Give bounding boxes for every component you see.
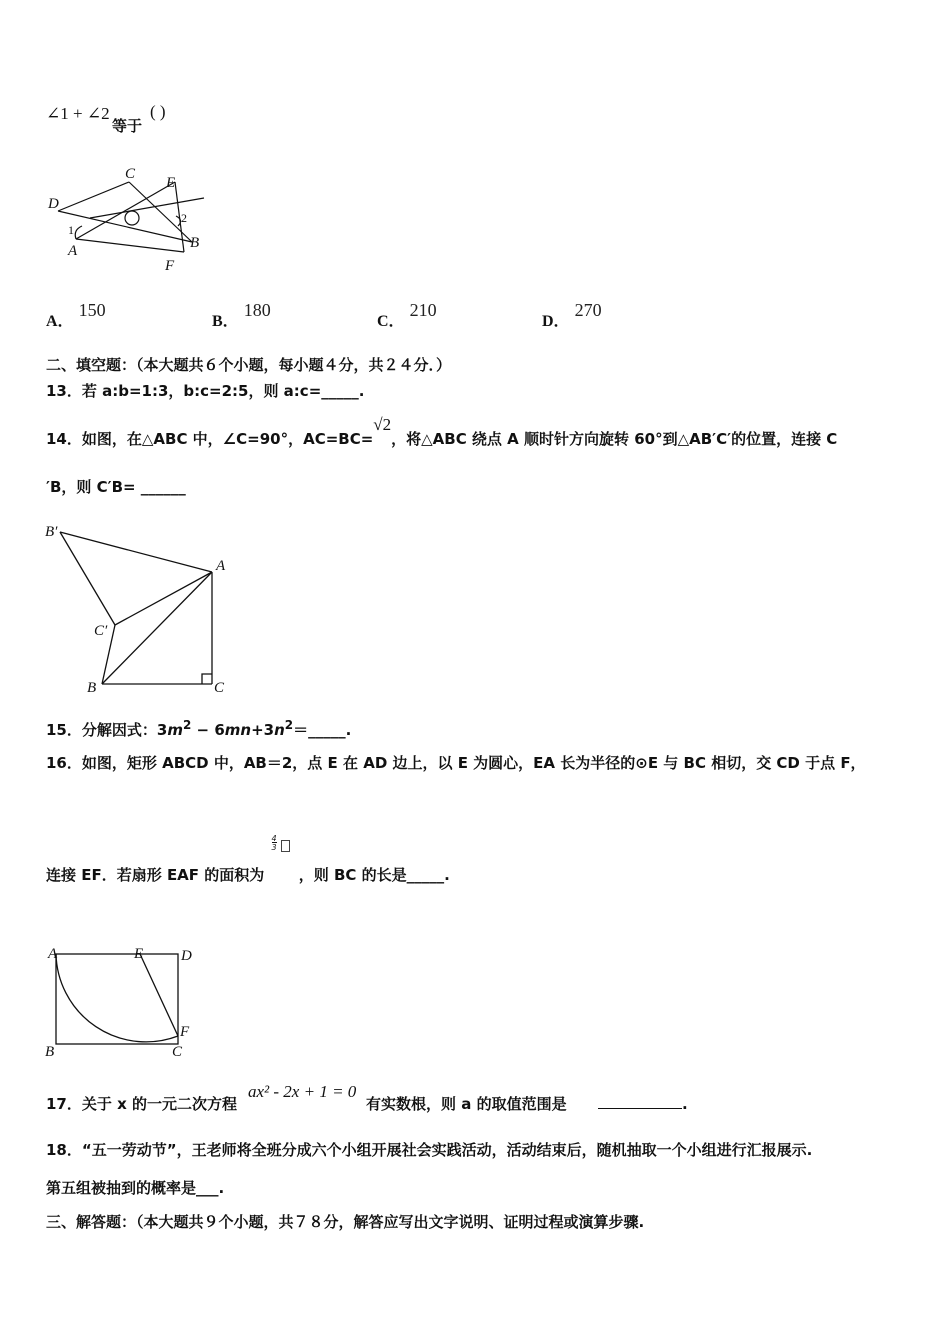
fig12-label-e: E (166, 175, 176, 191)
fig12-label-a: A (68, 243, 78, 259)
q14-line1: 14．如图，在△ABC 中，∠C=90°，AC=BC=√2，将△ABC 绕点 A 顺时针方向旋转 60°到△AB′C′的位置，连接 C (46, 415, 838, 448)
q12-text: 等于 (112, 117, 143, 135)
fig16-label-f: F (180, 1024, 190, 1040)
fig12-label-1: 1 (68, 223, 74, 237)
fig16-label-e: E (134, 946, 144, 962)
fig16-label-b: B (45, 1044, 55, 1060)
fig12-label-b: B (190, 235, 200, 251)
q18-line1: 18．“五一劳动节”，王老师将全班分成六个小组开展社会实践活动，活动结束后，随机抽取一个小组进行汇报展示. (46, 1141, 813, 1159)
fig16-label-c: C (172, 1044, 183, 1060)
q17-suffix: 有实数根，则 a 的取值范围是 (366, 1095, 567, 1113)
fig12-label-2: 2 (181, 211, 187, 225)
fig14-label-c: C (214, 680, 225, 696)
figure-q16 (40, 940, 210, 1065)
q15: 15．分解因式：$3m^2$ − $6mn+3n^2=\_\_\_\_\_$. (46, 718, 352, 739)
q17-prefix: 17．关于 x 的一元二次方程 (46, 1095, 237, 1113)
q12-option-c: C． 210 (377, 300, 437, 330)
q13: 13．若 a:b=1:3，b:c=2:5，则 a:c=_____. (46, 382, 365, 400)
q14-sqrt: √2 (373, 415, 392, 434)
figure-q14 (40, 520, 240, 700)
section-2-title: 二、填空题：（本大题共６个小题，每小题４分，共２４分．） (46, 356, 452, 374)
q18-line2: 第五组被抽到的概率是___. (46, 1179, 225, 1197)
q16-line2: 连接 EF．若扇形 EAF 的面积为 4 3 ，则 BC 的长是_____. (46, 834, 450, 884)
fig12-label-f: F (165, 258, 175, 274)
fig14-label-a: A (216, 558, 226, 574)
q12-option-a: A． 150 (46, 300, 106, 330)
q12-expression: ∠1 + ∠2 (46, 104, 110, 123)
q17-answer-blank: . (598, 1094, 688, 1113)
q12-option-d: D． 270 (542, 300, 602, 330)
fig14-label-cprime: C′ (94, 623, 108, 639)
figure-q12 (40, 160, 220, 280)
fig16-label-d: D (181, 948, 192, 964)
fig12-label-d: D (48, 196, 59, 212)
fig14-label-b: B (87, 680, 97, 696)
q14-line2: ′B，则 C′B= ______ (46, 478, 186, 496)
q12-paren: ( ) (150, 102, 166, 121)
q17-equation: ax² - 2x + 1 = 0 (248, 1082, 357, 1101)
fig14-label-bprime: B′ (45, 524, 58, 540)
q12-option-b: B． 180 (212, 300, 271, 330)
q16-fraction: 4 3 (270, 866, 294, 880)
fig16-label-a: A (48, 946, 58, 962)
section-3-title: 三、解答题：（本大题共９个小题，共７８分，解答应写出文字说明、证明过程或演算步骤. (46, 1213, 645, 1231)
fig12-label-c: C (125, 166, 136, 182)
q16-line1: 16．如图，矩形 ABCD 中，AB＝2，点 E 在 AD 边上，以 E 为圆心，EA 长为半径的⊙E 与 BC 相切，交 CD 于点 F， (46, 754, 866, 772)
